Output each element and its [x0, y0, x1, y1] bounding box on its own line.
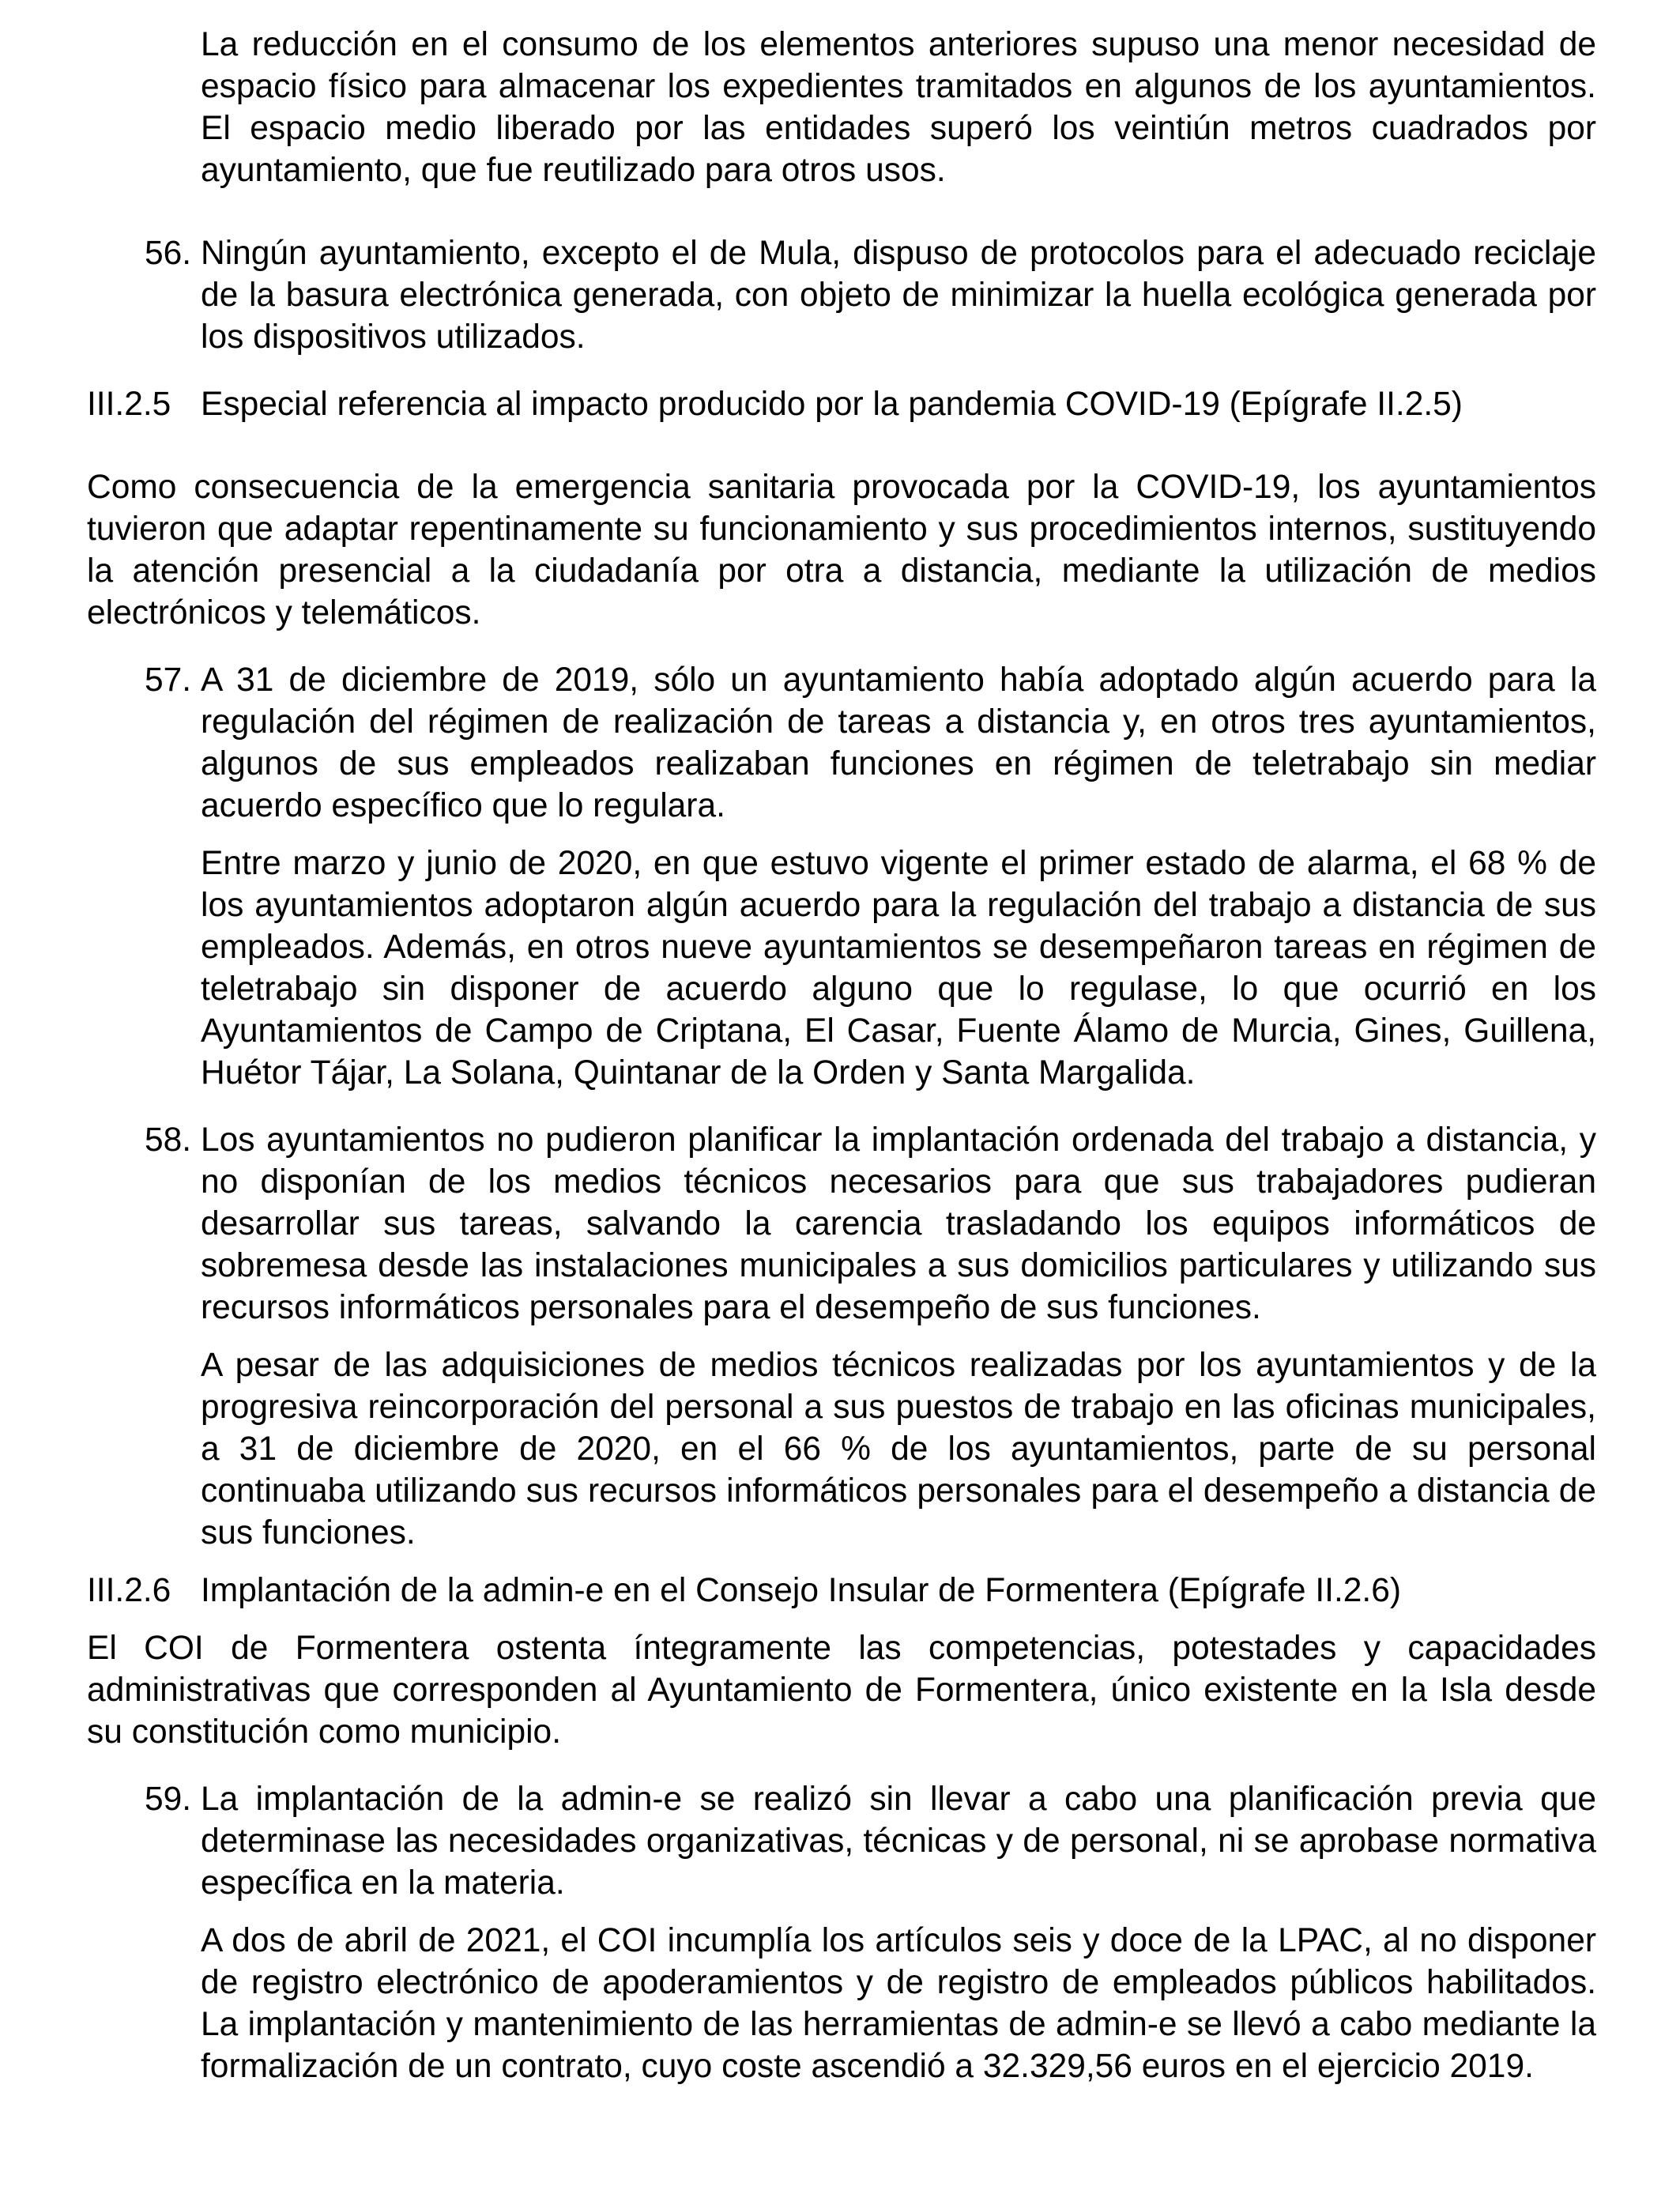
- section-title: Implantación de la admin-e en el Consejo Insular de Formentera (Epígrafe II.2.6): [201, 1572, 1402, 1609]
- list-item-59: [87, 1778, 1596, 1904]
- section-number: III.2.6: [87, 1572, 171, 1609]
- section-number: III.2.5: [87, 386, 171, 423]
- list-item-58: [87, 1119, 1596, 1329]
- item-number: 59.: [145, 1781, 192, 1818]
- item-number: 56.: [145, 235, 192, 272]
- section-title: Especial referencia al impacto producido por la pandemia COVID-19 (Epígrafe II.2.5): [201, 386, 1463, 423]
- item-text: Ningún ayuntamiento, excepto el de Mula, dispuso de protocolos para el adecuado reciclaje de la basura electrónica generada, con objeto de minimizar la huella ecológica generada por los dispositivos utilizados.: [201, 235, 1596, 356]
- item-text: La implantación de la admin-e se realizó sin llevar a cabo una planificación previa que determinase las necesidades organizativas, técnicas y de personal, ni se aprobase normativa específica en la materia.: [201, 1781, 1596, 1902]
- item-57-continuation: Entre marzo y junio de 2020, en que estuvo vigente el primer estado de alarma, el 68 % de los ayuntamientos adoptaron algún acuerdo para la regulación del trabajo a distancia de sus empleados. Además, en otros nueve ayuntamientos se desempeñaron tareas en régimen de teletrabajo sin disponer de acuerdo alguno que lo regulase, lo que ocurrió en los Ayuntamientos de Campo de Criptana, El Casar, Fuente Álamo de Murcia, Gines, Guillena, Huétor Tájar, La Solana, Quintanar de la Orden y Santa Margalida.: [201, 845, 1596, 1091]
- section-heading-2-6: [87, 1570, 1596, 1612]
- item-number: 57.: [145, 662, 192, 699]
- intro-paragraph: La reducción en el consumo de los elementos anteriores supuso una menor necesidad de espacio físico para almacenar los expedientes tramitados en algunos de los ayuntamientos. El espacio medio liberado por las entidades superó los veintiún metros cuadrados por ayuntamiento, que fue reutilizado para otros usos.: [201, 26, 1596, 189]
- list-item-57: [87, 659, 1596, 827]
- item-text: Los ayuntamientos no pudieron planificar la implantación ordenada del trabajo a distancia, y no disponían de los medios técnicos necesarios para que sus trabajadores pudieran desarrollar sus tareas, salvando la carencia trasladando los equipos informáticos de sobremesa desde las instalaciones municipales a sus domicilios particulares y utilizando sus recursos informáticos personales para el desempeño de sus funciones.: [201, 1122, 1596, 1326]
- section-body-2-5: Como consecuencia de la emergencia sanitaria provocada por la COVID-19, los ayuntamientos tuvieron que adaptar repentinamente su funcionamiento y sus procedimientos internos, sustituyendo la atención presencial a la ciudadanía por otra a distancia, mediante la utilización de medios electrónicos y telemáticos.: [87, 469, 1596, 631]
- item-number: 58.: [145, 1122, 192, 1159]
- list-item-56: [87, 232, 1596, 358]
- document-page: [87, 24, 1596, 2087]
- section-body-2-6: El COI de Formentera ostenta íntegramente las competencias, potestades y capacidades administrativas que corresponden al Ayuntamiento de Formentera, único existente en la Isla desde su constitución como municipio.: [87, 1630, 1596, 1751]
- item-text: A 31 de diciembre de 2019, sólo un ayuntamiento había adoptado algún acuerdo para la regulación del régimen de realización de tareas a distancia y, en otros tres ayuntamientos, algunos de sus empleados realizaban funciones en régimen de teletrabajo sin mediar acuerdo específico que lo regulara.: [201, 662, 1596, 824]
- item-59-continuation: A dos de abril de 2021, el COI incumplía los artículos seis y doce de la LPAC, al no disponer de registro electrónico de apoderamientos y de registro de empleados públicos habilitados. La implantación y mantenimiento de las herramientas de admin-e se llevó a cabo mediante la formalización de un contrato, cuyo coste ascendió a 32.329,56 euros en el ejercicio 2019.: [201, 1922, 1596, 2085]
- section-heading-2-5: [87, 383, 1596, 425]
- item-58-continuation: A pesar de las adquisiciones de medios técnicos realizadas por los ayuntamientos y de la progresiva reincorporación del personal a sus puestos de trabajo en las oficinas municipales, a 31 de diciembre de 2020, en el 66 % de los ayuntamientos, parte de su personal continuaba utilizando sus recursos informáticos personales para el desempeño a distancia de sus funciones.: [201, 1347, 1596, 1551]
